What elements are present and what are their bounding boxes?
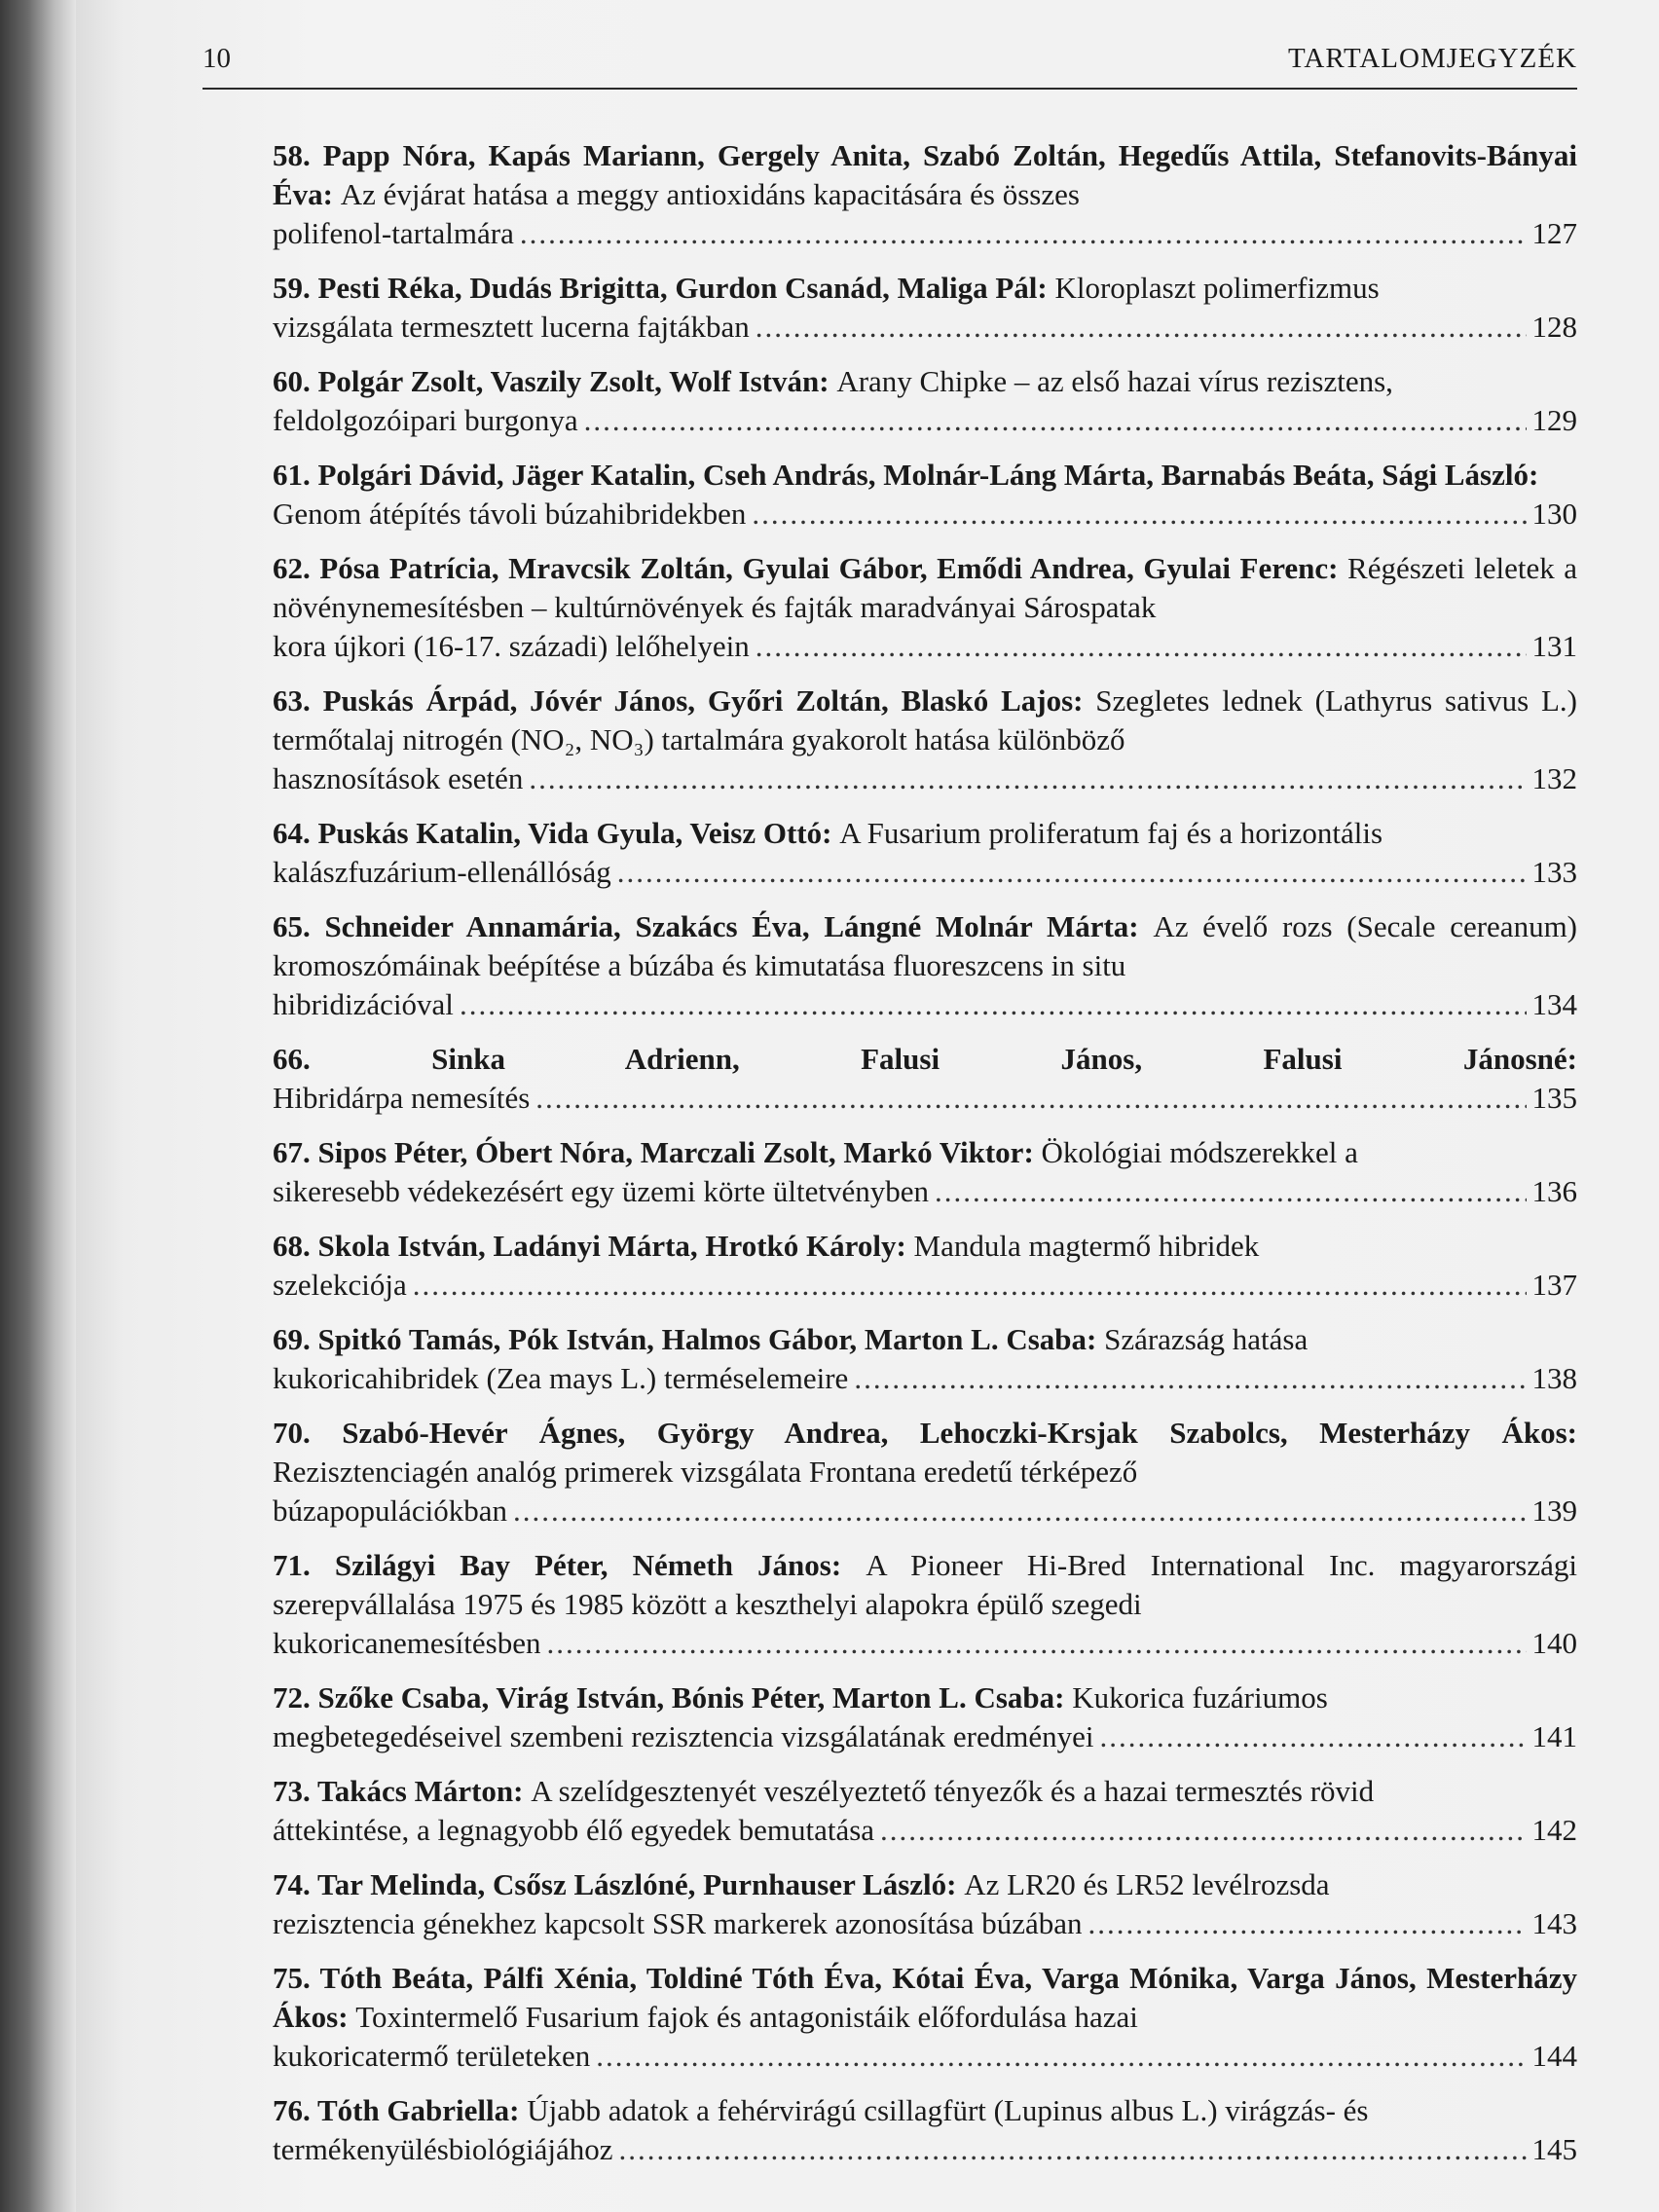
dot-leader xyxy=(619,2130,1527,2169)
dot-leader xyxy=(617,853,1527,892)
toc-entry xyxy=(273,682,1577,798)
toc-entry-title: Kukorica fuzáriumos xyxy=(1072,1680,1328,1714)
toc-entry-title-end: polifenol-tartalmára xyxy=(273,216,514,250)
toc-entry xyxy=(273,1865,1577,1943)
dot-leader xyxy=(513,1492,1526,1530)
dot-leader xyxy=(546,1624,1526,1663)
toc-entry-title-end: feldolgozóipari burgonya xyxy=(273,403,578,437)
dot-leader xyxy=(756,627,1527,666)
toc-entry-authors: 66. Sinka Adrienn, Falusi János, Falusi Jánosné: xyxy=(273,1042,1577,1076)
toc-entry-page: 133 xyxy=(1531,855,1577,889)
toc-entry-page: 145 xyxy=(1531,2132,1577,2166)
toc-entry xyxy=(273,1040,1577,1118)
toc-entry-title: Toxintermelő Fusarium fajok és antagonistáik előfordulása hazai xyxy=(355,2000,1138,2034)
toc-entry-authors: 75. Tóth Beáta, Pálfi Xénia, Toldiné Tóth Éva, Kótai Éva, Varga Mónika, Varga János, Mesterházy Ákos: xyxy=(273,1961,1577,2034)
dot-leader xyxy=(880,1811,1526,1850)
toc-entry-last-line xyxy=(273,1266,1577,1305)
toc-entry-last-line xyxy=(273,1717,1577,1756)
toc-entry-last-line xyxy=(273,2037,1577,2076)
toc-entry xyxy=(273,1772,1577,1850)
dot-leader xyxy=(935,1172,1527,1211)
toc-entry-title: A szelídgesztenyét veszélyeztető tényezők és a hazai termesztés rövid xyxy=(531,1774,1375,1808)
running-title: TARTALOMJEGYZÉK xyxy=(1288,43,1577,74)
toc-entry-last-line xyxy=(273,401,1577,440)
toc-entry-title: Ökológiai módszerekkel a xyxy=(1041,1135,1358,1169)
toc-entry-last-line xyxy=(273,214,1577,253)
toc-entry-title-end: rezisztencia génekhez kapcsolt SSR markerek azonosítása búzában xyxy=(273,1906,1083,1940)
toc-entry xyxy=(273,1546,1577,1663)
toc-entry xyxy=(273,907,1577,1024)
toc-entry-last-line xyxy=(273,495,1577,534)
toc-entry-authors: 63. Puskás Árpád, Jóvér János, Győri Zoltán, Blaskó Lajos: xyxy=(273,683,1096,718)
toc-entry-last-line xyxy=(273,1492,1577,1530)
toc-entry-last-line xyxy=(273,1811,1577,1850)
toc-entry xyxy=(273,1133,1577,1211)
toc-entry xyxy=(273,456,1577,534)
toc-entry xyxy=(273,136,1577,253)
toc-entry xyxy=(273,1414,1577,1530)
toc-entry-last-line xyxy=(273,759,1577,798)
toc-entry-title: A Fusarium proliferatum faj és a horizontális xyxy=(839,816,1383,850)
toc-entry-title: Újabb adatok a fehérvirágú csillagfürt (Lupinus albus L.) virágzás- és xyxy=(527,2093,1369,2127)
toc-entry xyxy=(273,1678,1577,1756)
toc-entry xyxy=(273,814,1577,892)
toc-entry-authors: 64. Puskás Katalin, Vida Gyula, Veisz Ottó: xyxy=(273,816,840,850)
toc-entry xyxy=(273,362,1577,440)
toc-entry-title: Arany Chipke – az első hazai vírus rezisztens, xyxy=(836,364,1393,398)
toc-entry-title-end: termékenyülésbiológiájához xyxy=(273,2132,613,2166)
toc-entry-last-line xyxy=(273,308,1577,347)
toc-entry-page: 131 xyxy=(1531,629,1577,663)
dot-leader xyxy=(1099,1717,1526,1756)
toc-entry-page: 127 xyxy=(1531,216,1577,250)
toc-entry-page: 128 xyxy=(1531,310,1577,344)
dot-leader xyxy=(1088,1904,1527,1943)
toc-entry-authors: 62. Pósa Patrícia, Mravcsik Zoltán, Gyulai Gábor, Emődi Andrea, Gyulai Ferenc: xyxy=(273,551,1348,585)
toc-entry-title-end: hasznosítások esetén xyxy=(273,761,524,795)
toc-entry-authors: 72. Szőke Csaba, Virág István, Bónis Péter, Marton L. Csaba: xyxy=(273,1680,1073,1714)
toc-entry xyxy=(273,1227,1577,1305)
toc-entry-last-line xyxy=(273,627,1577,666)
toc-entry-page: 143 xyxy=(1531,1906,1577,1940)
toc-entry-authors: 59. Pesti Réka, Dudás Brigitta, Gurdon Csanád, Maliga Pál: xyxy=(273,271,1055,305)
toc-entry-page: 140 xyxy=(1531,1626,1577,1660)
toc-entry-page: 135 xyxy=(1531,1081,1577,1115)
toc-entry xyxy=(273,2091,1577,2169)
toc-entry-last-line xyxy=(273,1624,1577,1663)
toc-entry-authors: 74. Tar Melinda, Csősz Lászlóné, Purnhauser László: xyxy=(273,1867,965,1901)
toc-entry-authors: 60. Polgár Zsolt, Vaszily Zsolt, Wolf István: xyxy=(273,364,837,398)
page-number: 10 xyxy=(203,43,231,74)
toc-entry-last-line xyxy=(273,1079,1577,1118)
toc-entry-last-line xyxy=(273,1172,1577,1211)
toc-entry-title-end: búzapopulációkban xyxy=(273,1493,508,1528)
toc-entry-title-end: sikeresebb védekezésért egy üzemi körte ültetvényben xyxy=(273,1174,929,1208)
dot-leader xyxy=(413,1266,1527,1305)
toc-entry-last-line xyxy=(273,2130,1577,2169)
table-of-contents xyxy=(273,136,1577,2185)
toc-entry-title: Rezisztenciagén analóg primerek vizsgálata Frontana eredetű térképező xyxy=(273,1455,1138,1489)
toc-entry-title-end: vizsgálata termesztett lucerna fajtákban xyxy=(273,310,750,344)
toc-entry-page: 144 xyxy=(1531,2039,1577,2073)
toc-entry-title-end: kukoricanemesítésben xyxy=(273,1626,541,1660)
toc-entry-page: 134 xyxy=(1531,987,1577,1021)
dot-leader xyxy=(752,495,1526,534)
dot-leader xyxy=(460,985,1527,1024)
toc-entry-page: 132 xyxy=(1531,761,1577,795)
toc-entry-page: 142 xyxy=(1531,1813,1577,1847)
toc-entry xyxy=(273,549,1577,666)
toc-entry-last-line xyxy=(273,1359,1577,1398)
toc-entry-authors: 70. Szabó-Hevér Ágnes, György Andrea, Lehoczki-Krsjak Szabolcs, Mesterházy Ákos: xyxy=(273,1416,1577,1450)
toc-entry-authors: 67. Sipos Péter, Óbert Nóra, Marczali Zsolt, Markó Viktor: xyxy=(273,1135,1042,1169)
dot-leader xyxy=(535,1079,1526,1118)
toc-entry-authors: 76. Tóth Gabriella: xyxy=(273,2093,528,2127)
toc-entry-title-end: kukoricatermő területeken xyxy=(273,2039,591,2073)
toc-entry-title-end: megbetegedéseivel szembeni rezisztencia vizsgálatának eredményei xyxy=(273,1719,1094,1753)
toc-entry-authors: 71. Szilágyi Bay Péter, Németh János: xyxy=(273,1548,866,1582)
toc-entry-title: Szegletes lednek (Lathyrus sativus L.) termőtalaj nitrogén (NO₂, NO₃) tartalmára gyakorolt hatása különböző xyxy=(273,683,1577,756)
toc-entry-authors: 73. Takács Márton: xyxy=(273,1774,532,1808)
toc-entry-title-end: kora újkori (16-17. századi) lelőhelyein xyxy=(273,629,750,663)
toc-entry-title-end: szelekciója xyxy=(273,1268,407,1302)
toc-entry-page: 138 xyxy=(1531,1361,1577,1395)
toc-entry-title: Az LR20 és LR52 levélrozsda xyxy=(964,1867,1330,1901)
toc-entry-title: Az évjárat hatása a meggy antioxidáns kapacitására és összes xyxy=(340,177,1080,211)
toc-entry-title: Kloroplaszt polimerfizmus xyxy=(1054,271,1380,305)
toc-entry-title: Az évelő rozs (Secale cereanum) kromoszómáinak beépítése a búzába és kimutatása fluoreszcens in situ xyxy=(273,909,1578,982)
dot-leader xyxy=(596,2037,1526,2076)
toc-entry-last-line xyxy=(273,985,1577,1024)
toc-entry-page: 130 xyxy=(1531,497,1577,531)
toc-entry-last-line xyxy=(273,853,1577,892)
book-page-edge xyxy=(0,0,78,2212)
toc-entry xyxy=(273,1320,1577,1398)
toc-entry-page: 129 xyxy=(1531,403,1577,437)
toc-entry xyxy=(273,1959,1577,2076)
toc-entry-page: 139 xyxy=(1531,1493,1577,1528)
page-header xyxy=(203,39,1577,90)
toc-entry-authors: 58. Papp Nóra, Kapás Mariann, Gergely Anita, Szabó Zoltán, Hegedűs Attila, Stefanovits-Bányai Éva: xyxy=(273,138,1577,211)
toc-entry-title-end: kukoricahibridek (Zea mays L.) terméselemeire xyxy=(273,1361,849,1395)
dot-leader xyxy=(520,214,1527,253)
dot-leader xyxy=(529,759,1526,798)
toc-entry-title-end: Hibridárpa nemesítés xyxy=(273,1081,531,1115)
toc-entry-title: Szárazság hatása xyxy=(1104,1322,1309,1356)
toc-entry-authors: 65. Schneider Annamária, Szakács Éva, Lángné Molnár Márta: xyxy=(273,909,1154,943)
toc-entry-page: 141 xyxy=(1531,1719,1577,1753)
dot-leader xyxy=(756,308,1527,347)
toc-entry-page: 137 xyxy=(1531,1268,1577,1302)
toc-entry-authors: 61. Polgári Dávid, Jäger Katalin, Cseh András, Molnár-Láng Márta, Barnabás Beáta, Sági László: xyxy=(273,458,1539,492)
toc-entry-authors: 68. Skola István, Ladányi Márta, Hrotkó Károly: xyxy=(273,1229,914,1263)
toc-entry-title-end: áttekintése, a legnagyobb élő egyedek bemutatása xyxy=(273,1813,875,1847)
dot-leader xyxy=(584,401,1527,440)
toc-entry-title: A Pioneer Hi-Bred International Inc. magyarországi szerepvállalása 1975 és 1985 között a keszthelyi alapokra épülő szegedi xyxy=(273,1548,1577,1621)
toc-entry-title: Mandula magtermő hibridek xyxy=(913,1229,1260,1263)
toc-entry-title-end: Genom átépítés távoli búzahibridekben xyxy=(273,497,747,531)
dot-leader xyxy=(854,1359,1526,1398)
toc-entry-authors: 69. Spitkó Tamás, Pók István, Halmos Gábor, Marton L. Csaba: xyxy=(273,1322,1105,1356)
toc-entry-title-end: kalászfuzárium-ellenállóság xyxy=(273,855,611,889)
toc-entry-title-end: hibridizációval xyxy=(273,987,454,1021)
toc-entry-last-line xyxy=(273,1904,1577,1943)
toc-entry xyxy=(273,269,1577,347)
toc-entry-title: Régészeti leletek a növénynemesítésben – kultúrnövények és fajták maradványai Sárospatak xyxy=(273,551,1577,624)
toc-entry-page: 136 xyxy=(1531,1174,1577,1208)
